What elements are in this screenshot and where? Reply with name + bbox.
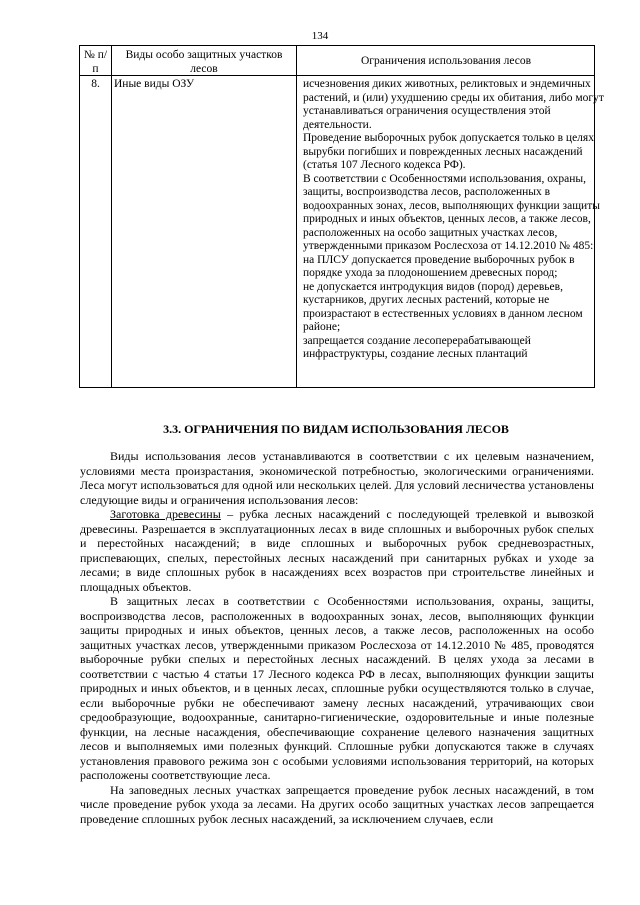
page-number: 134 [311,30,329,42]
body-text [80,449,594,826]
text-line: устанавливаться ограничения осуществления этой [303,105,551,117]
text-line: инфраструктуры, создание лесных плантаций [303,348,528,360]
text-line: на ПЛСУ допускается проведение выборочных рубок в [303,253,575,266]
text-line: природных и иных объектов, ценных лесов, а также лесов, [303,213,591,225]
text-line: порядке ухода за плодоношением древесных пород; [303,267,558,279]
paragraph-2-text: – рубка лесных насаждений с последующей трелевкой и вывозкой древесины. Разрешается в эксплуатационных лесах в виде сплошных и выборочных рубок спелых и перестойных насаждений; в виде сплошных и выборочных рубок средневозрастных, приспевающих, спелых, перестойных лесных насаждений при санитарных рубках и уходе за лесами; в виде сплошных рубок в насаждениях всех возрастов при строительстве линейных и площадных объектов. [80,507,594,594]
text-line: исчезновения диких животных, реликтовых и эндемичных [303,78,591,90]
header-restrictions: Ограничения использования лесов [360,55,532,67]
text-line: В соответствии с Особенностями использования, охраны, [303,172,587,185]
paragraph-4: На заповедных лесных участках запрещается проведение рубок лесных насаждений, в том числе проведение рубок ухода за лесами. На других особо защитных участках лесов запрещается проведение сплошных рубок лесных насаждений, за исключением случаев, если [80,782,594,826]
header-number: № п/п [83,49,108,75]
term-timber-harvesting: Заготовка древесины [110,507,221,521]
text-line: деятельности. [303,118,372,131]
text-line: кустарников, других лесных растений, которые не [303,294,550,306]
text-line: расположенных на особо защитных участках лесов, [303,226,558,239]
text-line: не допускается интродукция видов (пород) деревьев, [303,280,563,293]
column-divider [111,46,112,387]
paragraph-1: Виды использования лесов устанавливаются в соответствии с их целевым назначением, условиями места произрастания, экономической потребностью, экологическими ограничениями. Леса могут использоваться для одной или нескольких целей. Для условий лесничества установлены следующие виды и ограничения использования лесов: [80,449,594,507]
text-line: районе; [303,321,341,333]
text-line: водоохранных зонах, лесов, выполняющих функции защиты [303,199,600,212]
paragraph-3: В защитных лесах в соответствии с Особенностями использования, охраны, защиты, воспроизводства лесов, расположенных в водоохранных зонах, лесов, выполняющих функции защиты природных и иных объектов, ценных лесов, а также лесов, расположенных на особо защитных участках лесов, утвержденными приказом Рослесхоза от 14.12.2010 № 485, проводятся выборочные рубки спелых и перестойных лесных насаждений. В целях ухода за лесами в соответствии с частью 4 статьи 17 Лесного кодекса РФ в лесах, выполняющих функции защиты природных и иных объектов, и в ценных лесах, сплошные рубки осуществляются только в случае, если выборочные рубки не обеспечивают замену лесных насаждений, утрачивающих свои средообразующие, водоохранные, санитарно-гигиенические, оздоровительные и иные полезные функции, на лесные насаждения, обеспечивающие сохранение целевого назначения защитных лесов и выполняемых ими полезных функций. Сплошные рубки допускаются также в случаях установления правового режима зон с особыми условиями использования территорий, на которых расположены соответствующие леса. [80,594,594,782]
text-line: произрастают в естественных условиях в данном лесном [303,307,583,320]
text-line: защиты, воспроизводства лесов, расположенных в [303,186,551,198]
header-kind: Виды особо защитных участков лесов [125,49,283,75]
section-title: 3.3. ОГРАНИЧЕНИЯ ПО ВИДАМ ИСПОЛЬЗОВАНИЯ ЛЕСОВ [163,422,509,436]
restrictions-table [79,45,604,388]
text-line: (статья 107 Лесного кодекса РФ). [303,159,466,171]
text-line: утвержденными приказом Рослесхоза от 14.12.2010 № 485: [303,240,594,252]
row-number: 8. [91,78,100,90]
text-line: Проведение выборочных рубок допускается только в целях [303,132,594,144]
row-restrictions-text [303,78,604,362]
column-divider [296,46,297,387]
row-kind: Иные виды ОЗУ [114,78,195,90]
text-line: запрещается создание лесоперерабатывающей [303,334,531,347]
paragraph-2 [80,507,594,594]
text-line: вырубки погибших и поврежденных лесных насаждений [303,145,583,158]
text-line: растений, и (или) ухудшению среды их обитания, либо могут [303,91,604,104]
